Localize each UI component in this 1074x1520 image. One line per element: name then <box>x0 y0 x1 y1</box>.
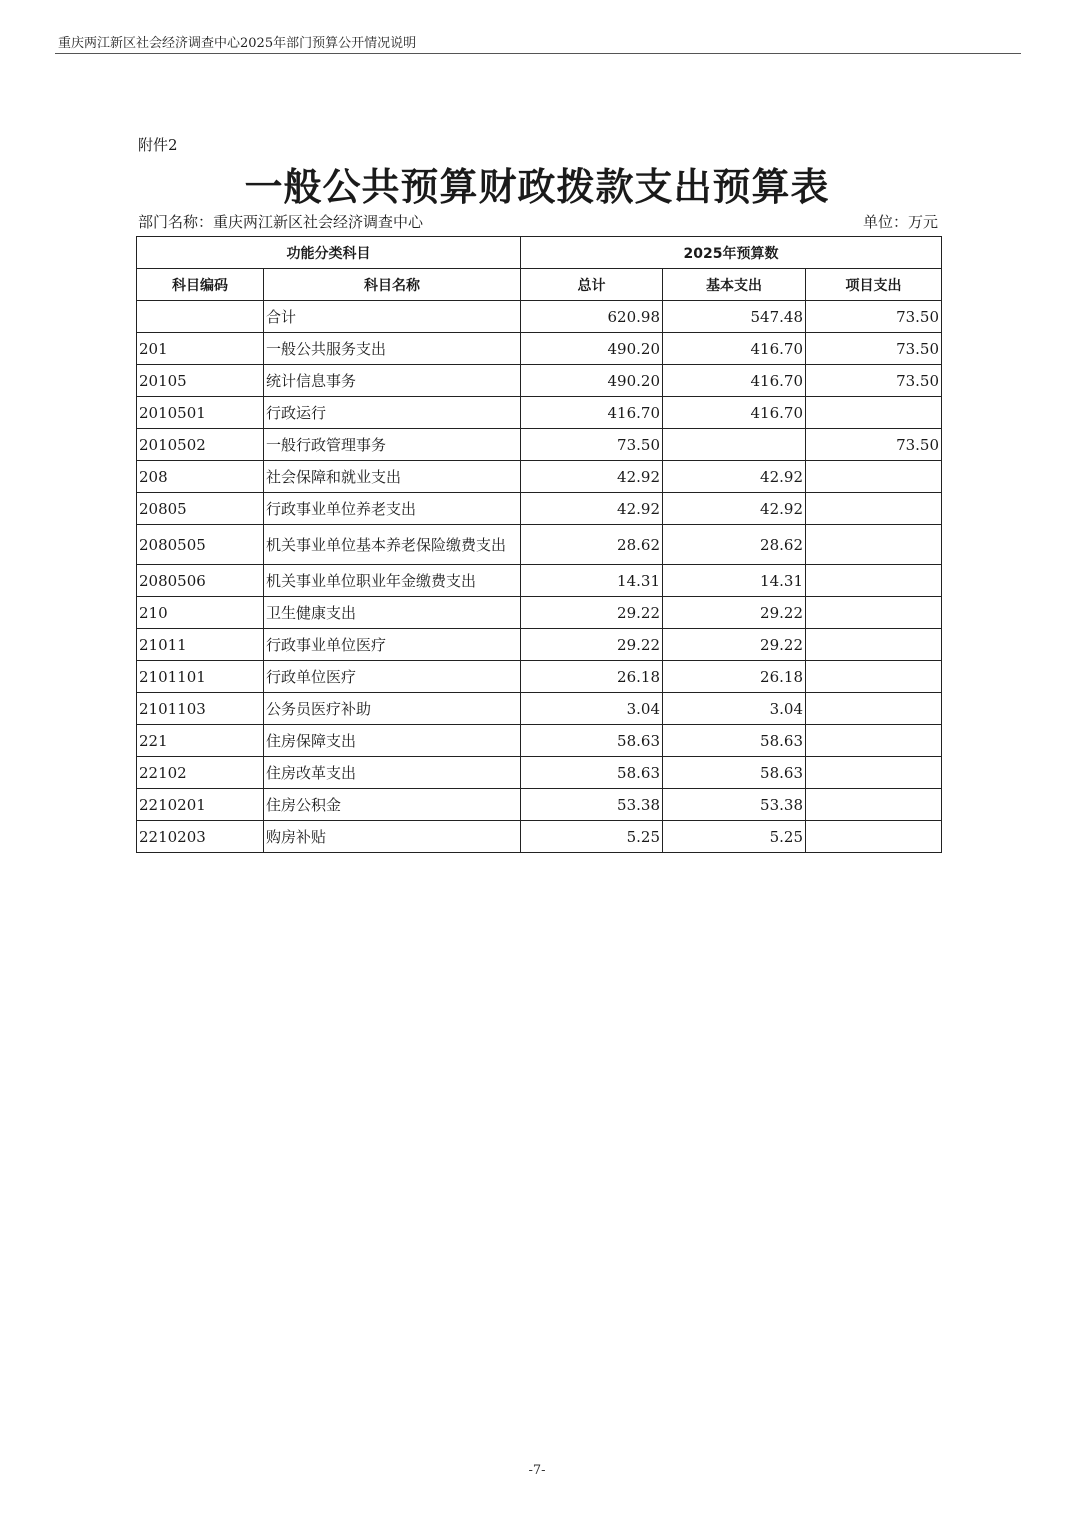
column-header-code: 科目编码 <box>137 269 264 301</box>
table-row <box>137 821 942 853</box>
cell-total: 58.63 <box>521 725 663 757</box>
cell-project <box>806 629 942 661</box>
cell-project <box>806 397 942 429</box>
column-header-total: 总计 <box>521 269 663 301</box>
running-header: 重庆两江新区社会经济调查中心2025年部门预算公开情况说明 <box>58 36 417 51</box>
table-row <box>137 429 942 461</box>
cell-project <box>806 661 942 693</box>
cell-total: 490.20 <box>521 365 663 397</box>
cell-code: 2010501 <box>137 397 264 429</box>
department-name: 部门名称：重庆两江新区社会经济调查中心 <box>138 213 424 231</box>
cell-total: 620.98 <box>521 301 663 333</box>
cell-name: 机关事业单位基本养老保险缴费支出 <box>264 525 521 565</box>
table-row <box>137 597 942 629</box>
cell-total: 53.38 <box>521 789 663 821</box>
table-row <box>137 757 942 789</box>
cell-project <box>806 725 942 757</box>
cell-basic: 5.25 <box>663 821 806 853</box>
cell-basic: 3.04 <box>663 693 806 725</box>
cell-name: 合计 <box>264 301 521 333</box>
table-row <box>137 461 942 493</box>
cell-total: 14.31 <box>521 565 663 597</box>
budget-table <box>136 236 942 853</box>
table-row <box>137 333 942 365</box>
cell-basic: 53.38 <box>663 789 806 821</box>
cell-code: 2210201 <box>137 789 264 821</box>
cell-basic: 29.22 <box>663 597 806 629</box>
cell-basic: 28.62 <box>663 525 806 565</box>
cell-project: 73.50 <box>806 301 942 333</box>
cell-project <box>806 757 942 789</box>
cell-basic: 416.70 <box>663 333 806 365</box>
unit-label: 单位：万元 <box>862 213 938 231</box>
cell-basic: 14.31 <box>663 565 806 597</box>
column-header-name: 科目名称 <box>264 269 521 301</box>
cell-name: 一般行政管理事务 <box>264 429 521 461</box>
table-row <box>137 365 942 397</box>
cell-code: 2101103 <box>137 693 264 725</box>
header-divider <box>55 53 1021 54</box>
cell-total: 42.92 <box>521 461 663 493</box>
cell-code: 20805 <box>137 493 264 525</box>
cell-project <box>806 493 942 525</box>
cell-name: 公务员医疗补助 <box>264 693 521 725</box>
cell-basic: 547.48 <box>663 301 806 333</box>
cell-total: 28.62 <box>521 525 663 565</box>
cell-total: 42.92 <box>521 493 663 525</box>
column-header-project: 项目支出 <box>806 269 942 301</box>
cell-project <box>806 693 942 725</box>
cell-total: 5.25 <box>521 821 663 853</box>
cell-basic: 416.70 <box>663 365 806 397</box>
table-row <box>137 493 942 525</box>
page-title: 一般公共预算财政拨款支出预算表 <box>244 165 830 209</box>
page-number: -7- <box>528 1463 546 1478</box>
cell-project <box>806 565 942 597</box>
cell-name: 一般公共服务支出 <box>264 333 521 365</box>
cell-name: 行政运行 <box>264 397 521 429</box>
cell-total: 58.63 <box>521 757 663 789</box>
cell-project <box>806 789 942 821</box>
cell-basic: 416.70 <box>663 397 806 429</box>
cell-code: 201 <box>137 333 264 365</box>
cell-total: 26.18 <box>521 661 663 693</box>
cell-basic <box>663 429 806 461</box>
table-row <box>137 397 942 429</box>
group-header-budget: 2025年预算数 <box>521 237 942 269</box>
cell-name: 卫生健康支出 <box>264 597 521 629</box>
table-row <box>137 725 942 757</box>
cell-name: 机关事业单位职业年金缴费支出 <box>264 565 521 597</box>
cell-code: 2080505 <box>137 525 264 565</box>
cell-project <box>806 525 942 565</box>
table-row <box>137 525 942 565</box>
cell-name: 住房公积金 <box>264 789 521 821</box>
cell-code: 20105 <box>137 365 264 397</box>
cell-name: 住房改革支出 <box>264 757 521 789</box>
cell-total: 416.70 <box>521 397 663 429</box>
cell-code: 208 <box>137 461 264 493</box>
cell-name: 行政事业单位医疗 <box>264 629 521 661</box>
cell-total: 490.20 <box>521 333 663 365</box>
cell-total: 3.04 <box>521 693 663 725</box>
column-header-basic: 基本支出 <box>663 269 806 301</box>
cell-total: 73.50 <box>521 429 663 461</box>
cell-code: 2101101 <box>137 661 264 693</box>
cell-project <box>806 461 942 493</box>
table-group-header-row <box>137 237 942 269</box>
cell-code: 210 <box>137 597 264 629</box>
cell-basic: 26.18 <box>663 661 806 693</box>
meta-row <box>138 211 938 232</box>
group-header-functional: 功能分类科目 <box>137 237 521 269</box>
table-row <box>137 661 942 693</box>
cell-name: 统计信息事务 <box>264 365 521 397</box>
table-column-header-row <box>137 269 942 301</box>
cell-basic: 29.22 <box>663 629 806 661</box>
cell-project <box>806 821 942 853</box>
cell-total: 29.22 <box>521 597 663 629</box>
cell-name: 住房保障支出 <box>264 725 521 757</box>
cell-name: 行政单位医疗 <box>264 661 521 693</box>
cell-basic: 42.92 <box>663 461 806 493</box>
cell-basic: 42.92 <box>663 493 806 525</box>
cell-code: 221 <box>137 725 264 757</box>
table-row <box>137 629 942 661</box>
cell-project: 73.50 <box>806 429 942 461</box>
attachment-label: 附件2 <box>138 136 178 154</box>
cell-project <box>806 597 942 629</box>
cell-total: 29.22 <box>521 629 663 661</box>
cell-project: 73.50 <box>806 365 942 397</box>
cell-code: 2080506 <box>137 565 264 597</box>
cell-basic: 58.63 <box>663 757 806 789</box>
cell-name: 购房补贴 <box>264 821 521 853</box>
table-row <box>137 693 942 725</box>
cell-code: 2010502 <box>137 429 264 461</box>
cell-code: 22102 <box>137 757 264 789</box>
cell-name: 行政事业单位养老支出 <box>264 493 521 525</box>
table-body <box>137 301 942 853</box>
table-row <box>137 301 942 333</box>
cell-basic: 58.63 <box>663 725 806 757</box>
cell-project: 73.50 <box>806 333 942 365</box>
cell-code <box>137 301 264 333</box>
cell-name: 社会保障和就业支出 <box>264 461 521 493</box>
table-row <box>137 565 942 597</box>
cell-code: 21011 <box>137 629 264 661</box>
table-row <box>137 789 942 821</box>
cell-code: 2210203 <box>137 821 264 853</box>
